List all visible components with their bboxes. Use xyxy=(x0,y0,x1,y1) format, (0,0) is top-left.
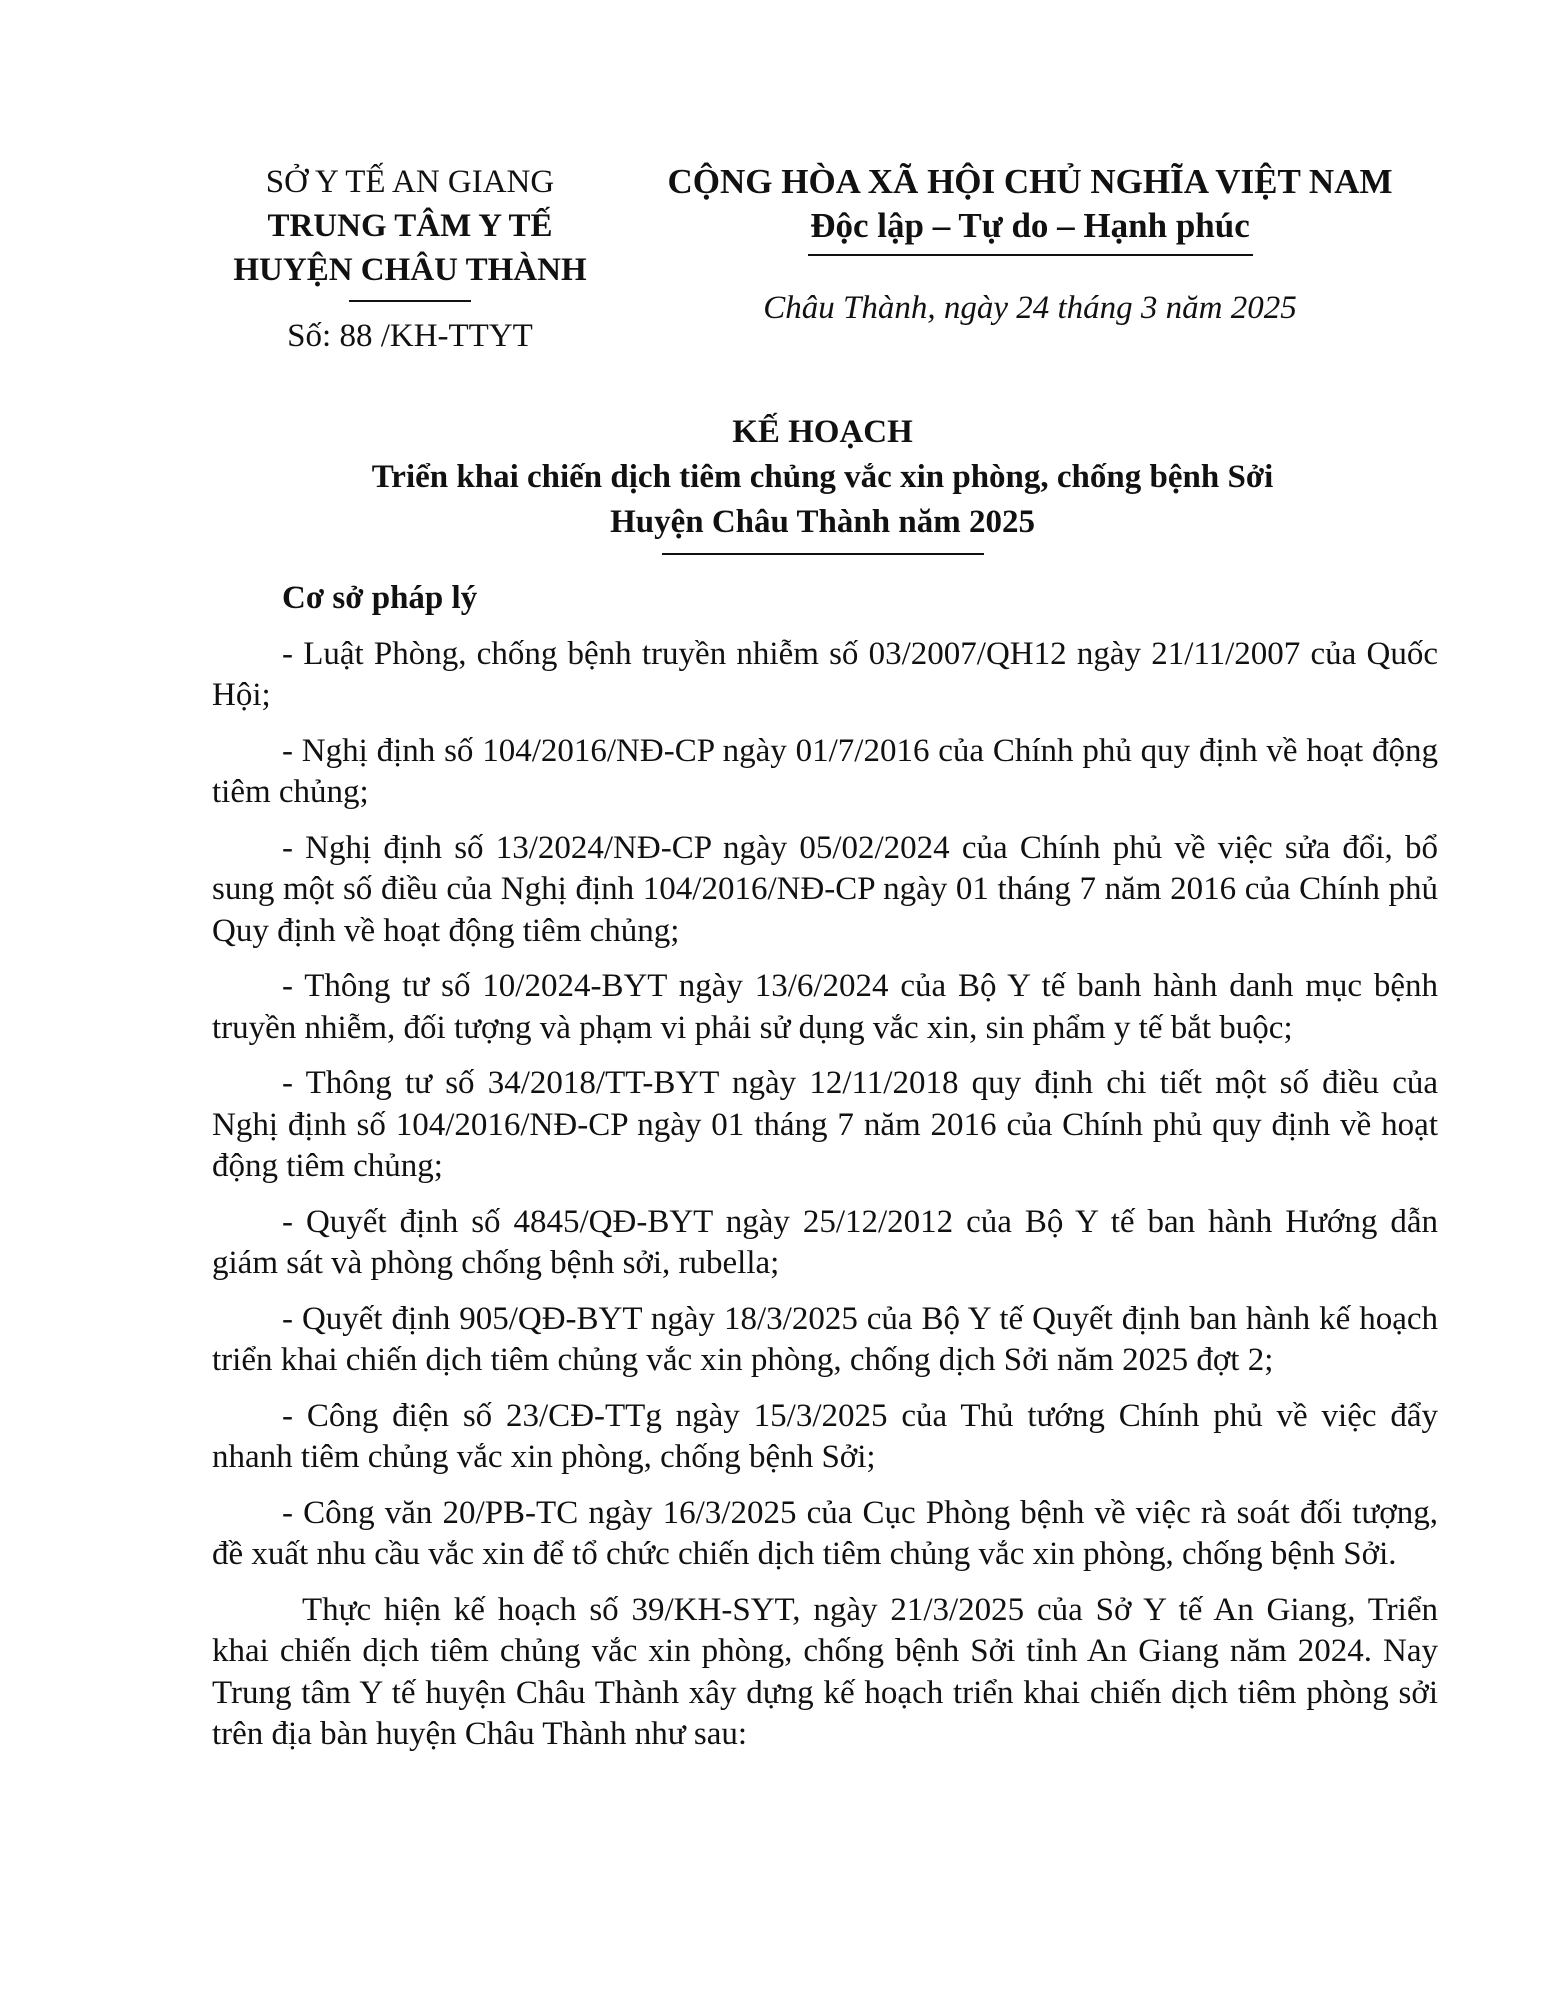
document-number: Số: 88 /KH-TTYT xyxy=(287,318,533,354)
legal-basis-item: - Công điện số 23/CĐ-TTg ngày 15/3/2025 của Thủ tướng Chính phủ về việc đẩy nhanh tiêm chủng vắc xin phòng, chống bệnh Sởi; xyxy=(212,1397,1438,1475)
legal-basis-item: - Nghị định số 13/2024/NĐ-CP ngày 05/02/2024 của Chính phủ về việc sửa đổi, bổ sung một số điều của Nghị định 104/2016/NĐ-CP ngày 01 tháng 7 năm 2016 của Chính phủ Quy định về hoạt động tiêm chủng; xyxy=(212,829,1438,949)
title-divider xyxy=(662,553,984,555)
legal-basis-item: - Thông tư số 10/2024-BYT ngày 13/6/2024 của Bộ Y tế banh hành danh mục bệnh truyền nhiễm, đối tượng và phạm vi phải sử dụng vắc xin, sin phẩm y tế bắt buộc; xyxy=(212,968,1438,1046)
issuing-agency-block xyxy=(210,160,610,358)
legal-basis-item: - Công văn 20/PB-TC ngày 16/3/2025 của Cục Phòng bệnh về việc rà soát đối tượng, đề xuất nhu cầu vắc xin để tổ chức chiến dịch tiêm chủng vắc xin phòng, chống bệnh Sởi. xyxy=(212,1494,1438,1572)
section-heading: Cơ sở pháp lý xyxy=(282,580,478,616)
agency-name-line2: HUYỆN CHÂU THÀNH xyxy=(233,252,587,288)
legal-basis-item: - Luật Phòng, chống bệnh truyền nhiễm số 03/2007/QH12 ngày 21/11/2007 của Quốc Hội; xyxy=(212,635,1438,713)
agency-divider xyxy=(349,300,471,302)
document-title-block xyxy=(210,410,1435,555)
place-and-date: Châu Thành, ngày 24 tháng 3 năm 2025 xyxy=(763,290,1297,326)
document-subject-line2: Huyện Châu Thành năm 2025 xyxy=(610,504,1035,540)
legal-basis-item: - Nghị định số 104/2016/NĐ-CP ngày 01/7/2016 của Chính phủ quy định về hoạt động tiêm chủng; xyxy=(212,732,1438,810)
legal-basis-item: - Thông tư số 34/2018/TT-BYT ngày 12/11/2018 quy định chi tiết một số điều của Nghị định số 104/2016/NĐ-CP ngày 01 tháng 7 năm 2016 của Chính phủ quy định về hoạt động tiêm chủng; xyxy=(212,1065,1438,1184)
document-subject-line1: Triển khai chiến dịch tiêm chủng vắc xin phòng, chống bệnh Sởi xyxy=(371,459,1274,495)
legal-basis-item: - Quyết định số 4845/QĐ-BYT ngày 25/12/2012 của Bộ Y tế ban hành Hướng dẫn giám sát và phòng chống bệnh sởi, rubella; xyxy=(212,1203,1438,1281)
motto-divider xyxy=(808,254,1253,256)
national-motto: Độc lập – Tự do – Hạnh phúc xyxy=(810,206,1250,245)
parent-agency: SỞ Y TẾ AN GIANG xyxy=(265,164,555,200)
document-body xyxy=(212,578,1438,1770)
national-title: CỘNG HÒA XÃ HỘI CHỦ NGHĨA VIỆT NAM xyxy=(667,162,1393,201)
national-header-block xyxy=(640,160,1420,330)
agency-name-line1: TRUNG TÂM Y TẾ xyxy=(267,208,553,244)
legal-basis-item: - Quyết định 905/QĐ-BYT ngày 18/3/2025 của Bộ Y tế Quyết định ban hành kế hoạch triển khai chiến dịch tiêm chủng vắc xin phòng, chống dịch Sởi năm 2025 đợt 2; xyxy=(212,1300,1438,1378)
intro-paragraph: Thực hiện kế hoạch số 39/KH-SYT, ngày 21/3/2025 của Sở Y tế An Giang, Triển khai chiến dịch tiêm chủng vắc xin phòng, chống bệnh Sởi tỉnh An Giang năm 2024. Nay Trung tâm Y tế huyện Châu Thành xây dựng kế hoạch triển khai chiến dịch tiêm phòng sởi trên địa bàn huyện Châu Thành như sau: xyxy=(212,1591,1438,1752)
document-type: KẾ HOẠCH xyxy=(732,414,913,450)
